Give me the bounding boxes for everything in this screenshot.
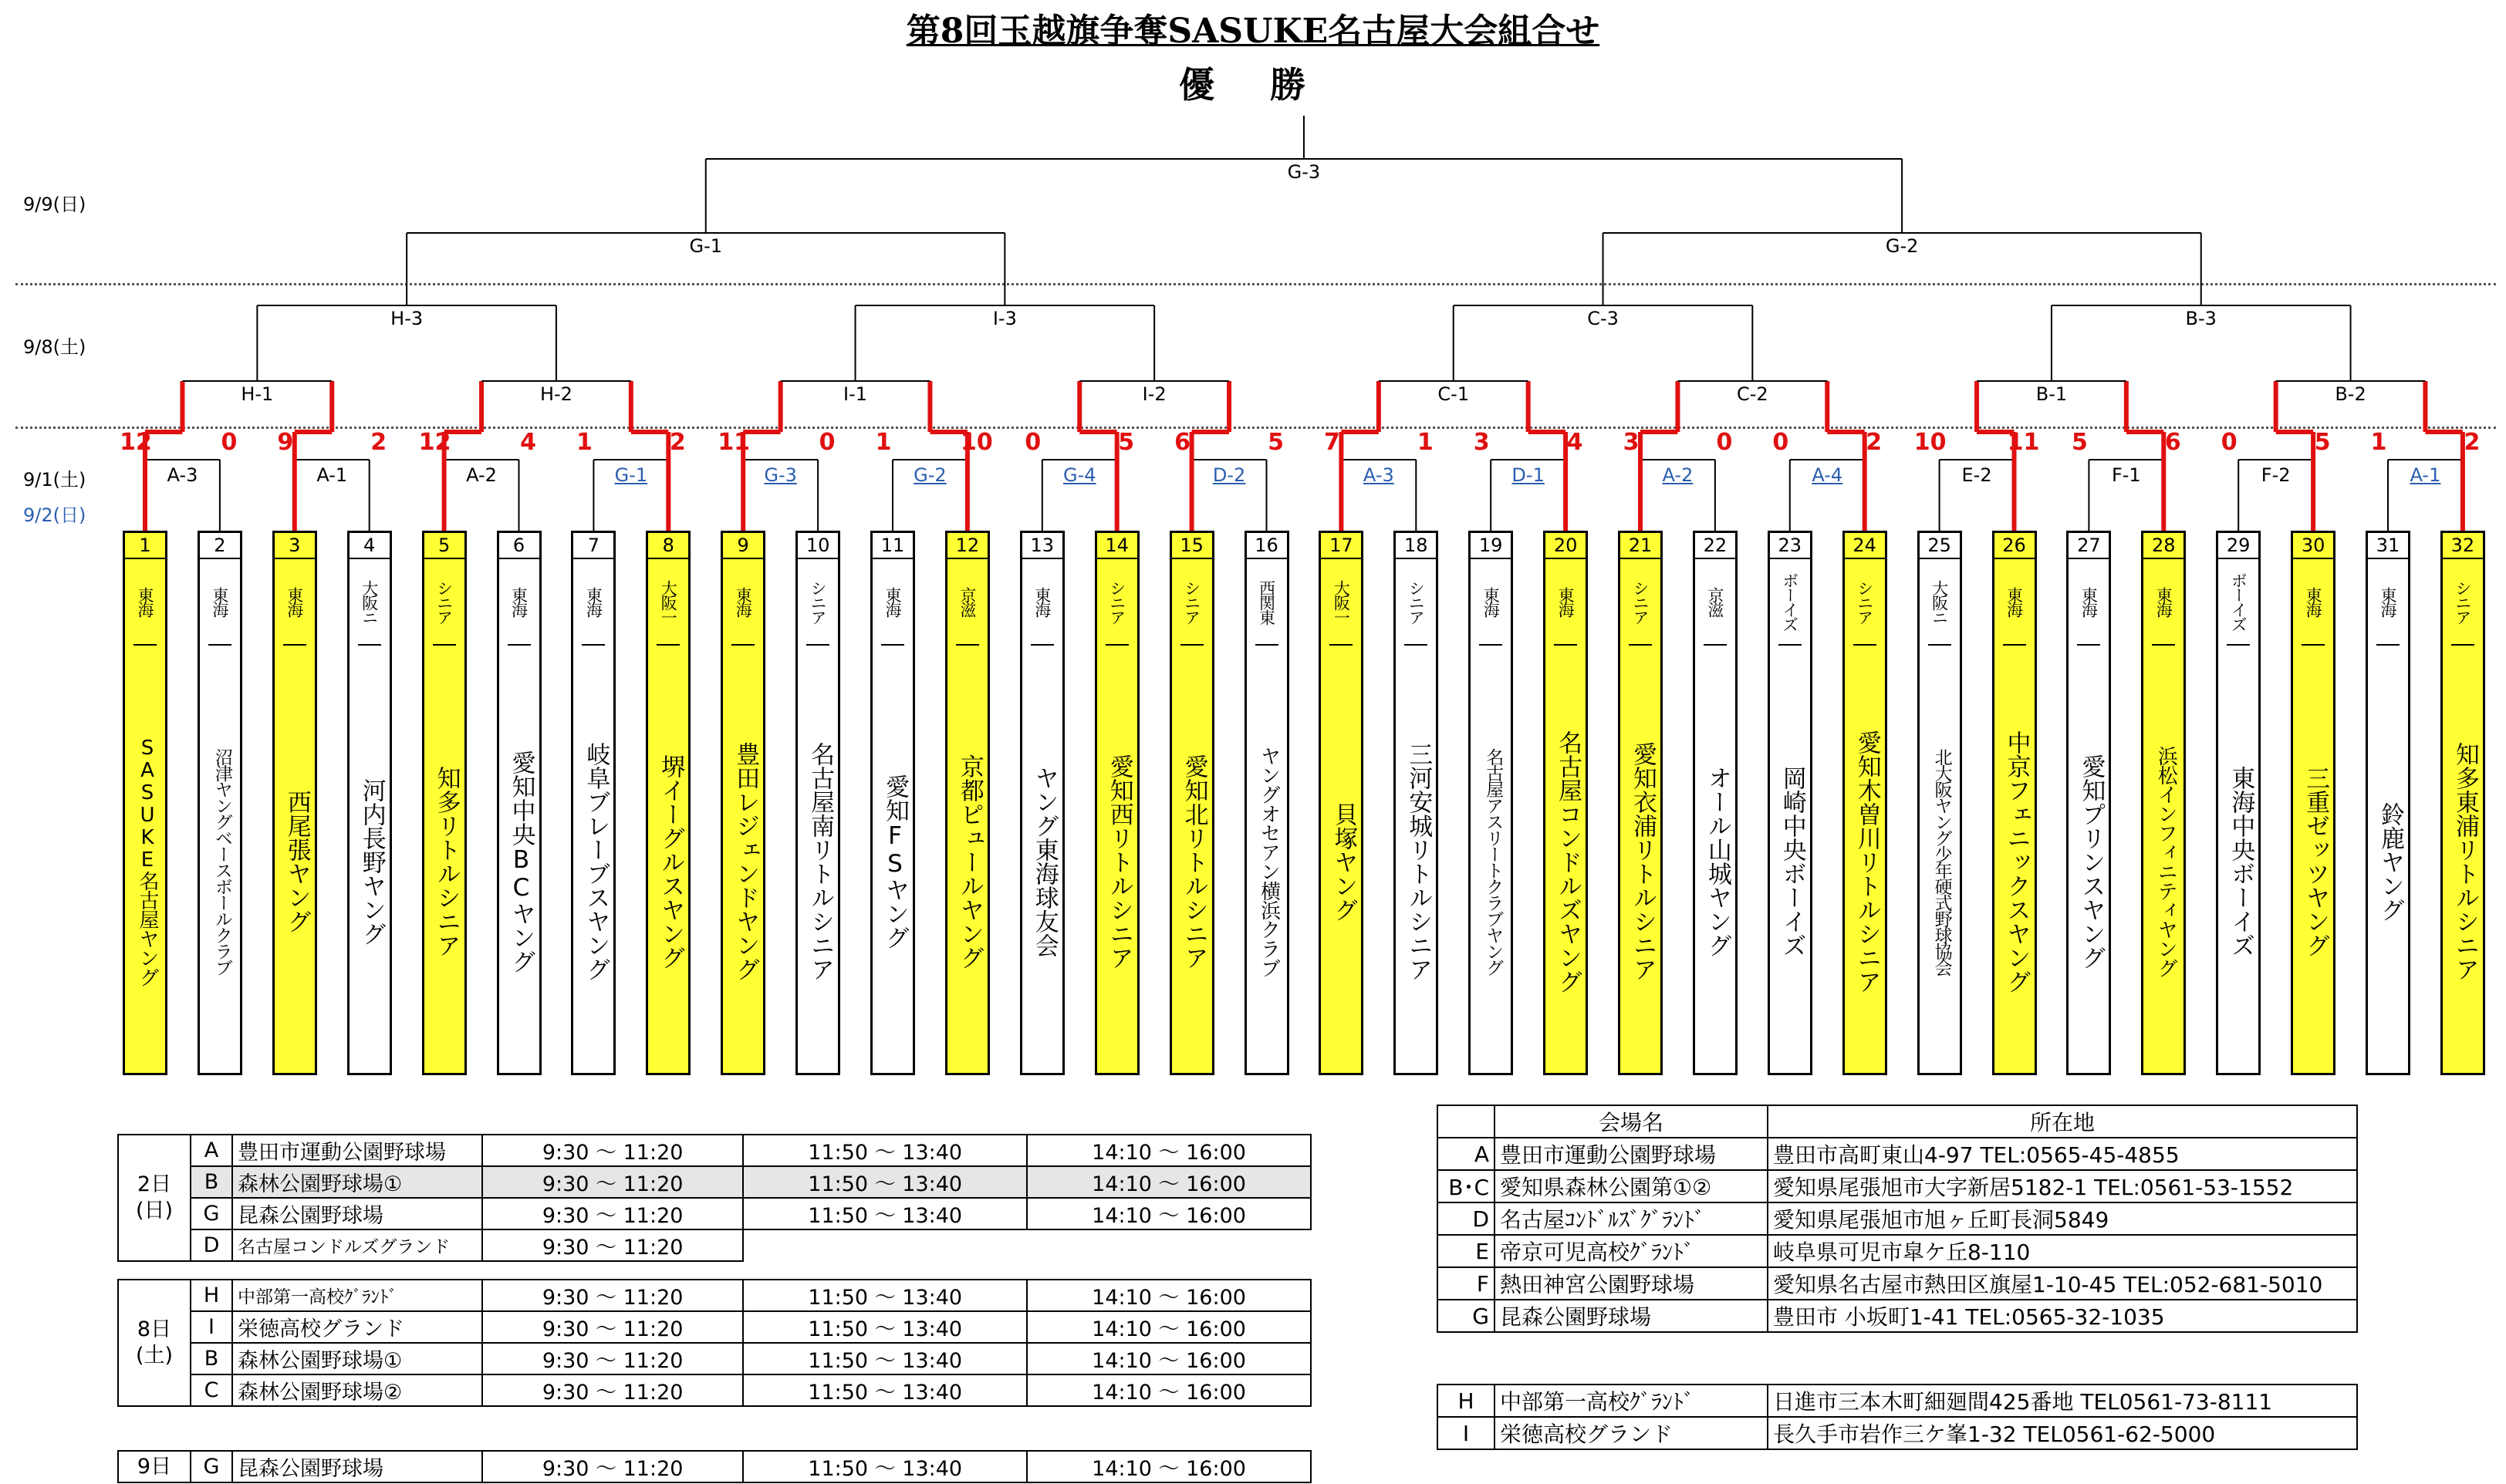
venue-row: [1437, 1417, 2357, 1449]
score: 0: [1716, 429, 1733, 456]
team-league: 東海: [2376, 559, 2400, 646]
team-league: ボーイズ: [1778, 559, 1802, 646]
venue-name: 熱田神宮公園野球場: [1494, 1267, 1768, 1300]
venue-name: 昆森公園野球場: [232, 1198, 482, 1229]
team-name: ヤング東海球友会: [1030, 766, 1059, 957]
team-name: 沼津ヤングベースボールクラブ: [211, 748, 232, 975]
venue-name: 愛知県森林公園第①②: [1494, 1170, 1768, 1202]
score: 6: [1174, 429, 1191, 456]
team-card: [1245, 531, 1289, 1075]
match-label-c2: C-2: [1698, 384, 1806, 404]
venue-code: D: [1437, 1202, 1494, 1235]
team-card: [123, 531, 167, 1075]
team-number: 10: [798, 533, 838, 559]
team-league: 東海: [208, 559, 231, 646]
venue-address: 岐阜県可児市皐ケ丘8-110: [1768, 1235, 2357, 1267]
match-label-h3: H-3: [353, 309, 461, 329]
venue-name: 中部第一高校ｸﾞﾗﾝﾄﾞ: [232, 1280, 482, 1311]
team-name: 愛知プリンスヤング: [2077, 754, 2106, 970]
venue-code: B･C: [1437, 1170, 1494, 1202]
venue-name: 森林公園野球場②: [232, 1374, 482, 1406]
venue-header-address: 所在地: [1768, 1105, 2357, 1138]
team-number: 17: [1321, 533, 1361, 559]
venue-code: B: [191, 1343, 232, 1374]
round1-slot-label: G-2: [914, 464, 947, 486]
venue-code: A: [191, 1135, 232, 1166]
team-card: [1170, 531, 1214, 1075]
time-slot: [1027, 1229, 1311, 1261]
team-name: 名古屋南リトルシニア: [806, 742, 835, 981]
venue-name: 昆森公園野球場: [1494, 1300, 1768, 1332]
team-league: シニア: [1629, 559, 1652, 646]
match-label-b2: B-2: [2297, 384, 2405, 404]
team-number: 24: [1845, 533, 1885, 559]
team-name: 浜松インフィニティヤング: [2154, 746, 2178, 977]
score: 2: [669, 429, 686, 456]
team-name: 名古屋コンドルズヤング: [1554, 730, 1582, 993]
venue-row: [1437, 1300, 2357, 1332]
venue-code: G: [191, 1198, 232, 1229]
time-slot: 11:50 〜 13:40: [743, 1311, 1027, 1343]
team-name: 三重ゼッツヤング: [2302, 766, 2330, 957]
round1-slot-label: A-3: [167, 464, 198, 486]
team-league: シニア: [1853, 559, 1876, 646]
venue-code: G: [1437, 1300, 1494, 1332]
score: 7: [1323, 429, 1340, 456]
team-number: 25: [1920, 533, 1960, 559]
team-card: [2141, 531, 2186, 1075]
match-label-i1: I-1: [802, 384, 910, 404]
score: 5: [2314, 429, 2331, 456]
venue-name: 中部第一高校ｸﾞﾗﾝﾄﾞ: [1494, 1385, 1768, 1417]
schedule-day: 9日: [118, 1451, 191, 1482]
venue-header-name: 会場名: [1494, 1105, 1768, 1138]
team-name: 愛知中央BCヤング: [507, 750, 535, 973]
round1-slot-label: F-1: [2111, 464, 2141, 486]
match-label-g1: G-1: [652, 236, 760, 256]
match-label-h2: H-2: [502, 384, 610, 404]
team-number: 20: [1545, 533, 1586, 559]
team-league: 大阪一: [1329, 559, 1353, 646]
team-name: 鈴鹿ヤング: [2376, 801, 2404, 922]
team-number: 13: [1022, 533, 1062, 559]
team-card: [1393, 531, 1438, 1075]
team-name: ヤングオセアン横浜クラブ: [1257, 746, 1281, 977]
team-name: SASUKE名古屋ヤング: [136, 737, 159, 987]
venue-name: 名古屋コンドルズグランド: [232, 1229, 482, 1261]
schedule-row: [118, 1166, 1311, 1198]
team-number: 21: [1620, 533, 1660, 559]
team-card: [2440, 531, 2485, 1075]
schedule-row: [118, 1229, 1311, 1261]
team-number: 16: [1247, 533, 1287, 559]
venue-code: H: [191, 1280, 232, 1311]
team-name: 京都ピュールヤング: [955, 754, 984, 970]
team-name: 知多東浦リトルシニア: [2450, 742, 2479, 981]
score: 2: [370, 429, 387, 456]
match-label-b1: B-1: [1998, 384, 2106, 404]
venue-code: C: [191, 1374, 232, 1406]
team-name: 東海中央ボーイズ: [2227, 766, 2255, 957]
team-card: [1842, 531, 1887, 1075]
team-name: 愛知北リトルシニア: [1180, 754, 1208, 970]
round1-slot-label: A-4: [1812, 464, 1843, 486]
team-league: 東海: [2152, 559, 2175, 646]
champion-label: 優 勝: [1178, 64, 1327, 106]
score: 5: [2071, 429, 2088, 456]
time-slot: 9:30 〜 11:20: [482, 1198, 743, 1229]
round1-slot-label: A-3: [1363, 464, 1394, 486]
team-number: 30: [2293, 533, 2333, 559]
score: 11: [718, 429, 751, 456]
team-number: 26: [1994, 533, 2035, 559]
time-slot: 14:10 〜 16:00: [1027, 1311, 1311, 1343]
venue-name: 森林公園野球場①: [232, 1343, 482, 1374]
time-slot: 14:10 〜 16:00: [1027, 1451, 1311, 1482]
team-number: 7: [573, 533, 613, 559]
match-label-h1: H-1: [203, 384, 311, 404]
team-number: 19: [1471, 533, 1511, 559]
score: 3: [1473, 429, 1490, 456]
time-slot: 9:30 〜 11:20: [482, 1229, 743, 1261]
time-slot: 9:30 〜 11:20: [482, 1343, 743, 1374]
round1-slot-label: G-4: [1062, 464, 1096, 486]
team-card: [1618, 531, 1663, 1075]
venue-name: 名古屋ｺﾝﾄﾞﾙｽﾞｸﾞﾗﾝﾄﾞ: [1494, 1202, 1768, 1235]
team-league: 東海: [2003, 559, 2026, 646]
team-name: 岐阜ブレーブスヤング: [582, 742, 610, 981]
schedule-day2: [117, 1134, 1312, 1262]
date-first-a: 9/1(土): [23, 469, 86, 491]
time-slot: 11:50 〜 13:40: [743, 1280, 1027, 1311]
title-text: 第8回玉越旗争奪SASUKE名古屋大会組合せ: [906, 12, 1600, 51]
team-number: 11: [873, 533, 913, 559]
score: 10: [961, 429, 993, 456]
score: 10: [1913, 429, 1947, 456]
team-name: 名古屋アスリートクラブヤング: [1483, 748, 1504, 975]
venue-address: 日進市三本木町細廻間425番地 TEL0561-73-8111: [1768, 1385, 2357, 1417]
schedule-row: [118, 1311, 1311, 1343]
team-card: [1319, 531, 1363, 1075]
schedule-day: 8日 (土): [118, 1280, 191, 1406]
time-slot: 14:10 〜 16:00: [1027, 1198, 1311, 1229]
team-league: 東海: [582, 559, 605, 646]
date-second: 9/8(土): [23, 336, 86, 358]
venue-name: 栄徳高校グランド: [1494, 1417, 1768, 1449]
team-card: [2291, 531, 2335, 1075]
date-first-b: 9/2(日): [23, 504, 86, 526]
team-number: 32: [2443, 533, 2483, 559]
team-card: [721, 531, 765, 1075]
venue-code: A: [1437, 1138, 1494, 1170]
team-number: 2: [200, 533, 240, 559]
team-league: シニア: [1180, 559, 1204, 646]
score: 1: [1417, 429, 1434, 456]
match-label-c1: C-1: [1400, 384, 1508, 404]
venue-code: G: [191, 1451, 232, 1482]
schedule-row: [118, 1198, 1311, 1229]
score: 3: [1623, 429, 1640, 456]
venue-header-row: [1437, 1105, 2357, 1138]
time-slot: 14:10 〜 16:00: [1027, 1166, 1311, 1198]
time-slot: 9:30 〜 11:20: [482, 1135, 743, 1166]
date-final: 9/9(日): [23, 194, 86, 215]
score: 12: [418, 429, 451, 456]
venue-code: I: [191, 1311, 232, 1343]
team-card: [1095, 531, 1140, 1075]
round1-slot-label: D-1: [1511, 464, 1545, 486]
team-card: [347, 531, 392, 1075]
team-league: シニア: [2451, 559, 2474, 646]
venue-code: I: [1437, 1417, 1494, 1449]
team-league: 東海: [881, 559, 904, 646]
team-number: 9: [723, 533, 763, 559]
venue-name: 昆森公園野球場: [232, 1451, 482, 1482]
team-league: 東海: [731, 559, 755, 646]
time-slot: 9:30 〜 11:20: [482, 1451, 743, 1482]
match-label-g3: G-3: [1250, 162, 1358, 182]
time-slot: 11:50 〜 13:40: [743, 1135, 1027, 1166]
team-card: [646, 531, 691, 1075]
team-league: 東海: [1479, 559, 1502, 646]
time-slot: 14:10 〜 16:00: [1027, 1280, 1311, 1311]
team-name: 堺イーグルスヤング: [657, 754, 685, 970]
venue-row: [1437, 1385, 2357, 1417]
score: 12: [120, 429, 152, 456]
match-label-g2: G-2: [1848, 236, 1956, 256]
team-league: 京滋: [956, 559, 979, 646]
team-number: 1: [125, 533, 165, 559]
venue-address: 長久手市岩作三ケ峯1-32 TEL0561-62-5000: [1768, 1417, 2357, 1449]
venue-code: D: [191, 1229, 232, 1261]
team-number: 6: [499, 533, 539, 559]
round1-slot-label: E-2: [1961, 464, 1992, 486]
team-card: [2216, 531, 2261, 1075]
venue-address: 愛知県名古屋市熱田区旗屋1-10-45 TEL:052-681-5010: [1768, 1267, 2357, 1300]
team-card: [795, 531, 840, 1075]
score: 5: [1118, 429, 1135, 456]
team-league: 東海: [1554, 559, 1577, 646]
venue-code: F: [1437, 1267, 1494, 1300]
schedule-row: [118, 1280, 1311, 1311]
team-number: 31: [2368, 533, 2408, 559]
time-slot: 9:30 〜 11:20: [482, 1280, 743, 1311]
team-card: [1768, 531, 1812, 1075]
team-league: ボーイズ: [2227, 559, 2250, 646]
schedule-row: [118, 1374, 1311, 1406]
score: 5: [1268, 429, 1284, 456]
team-number: 15: [1172, 533, 1212, 559]
venue-address: 豊田市高町東山4-97 TEL:0565-45-4855: [1768, 1138, 2357, 1170]
team-card: [2066, 531, 2111, 1075]
score: 1: [2370, 429, 2387, 456]
match-label-c3: C-3: [1549, 309, 1657, 329]
time-slot: 11:50 〜 13:40: [743, 1374, 1027, 1406]
score: 4: [1566, 429, 1583, 456]
team-number: 28: [2143, 533, 2183, 559]
time-slot: 14:10 〜 16:00: [1027, 1135, 1311, 1166]
team-league: シニア: [1404, 559, 1427, 646]
team-name: 貝塚ヤング: [1329, 801, 1358, 922]
venue-header-code: [1437, 1105, 1494, 1138]
venue-name: 豊田市運動公園野球場: [232, 1135, 482, 1166]
score: 0: [1772, 429, 1789, 456]
round1-slot-label: A-2: [1662, 464, 1694, 486]
team-league: 東海: [283, 559, 306, 646]
time-slot: 14:10 〜 16:00: [1027, 1374, 1311, 1406]
round1-slot-label: G-3: [764, 464, 797, 486]
team-league: 東海: [133, 559, 157, 646]
team-name: 岡崎中央ボーイズ: [1778, 766, 1806, 957]
venue-row: [1437, 1170, 2357, 1202]
venue-address: 愛知県尾張旭市旭ヶ丘町長洞5849: [1768, 1202, 2357, 1235]
team-card: [198, 531, 242, 1075]
time-slot: 9:30 〜 11:20: [482, 1311, 743, 1343]
round1-slot-label: A-1: [2410, 464, 2441, 486]
venue-row: [1437, 1235, 2357, 1267]
match-label-b3: B-3: [2147, 309, 2255, 329]
schedule-row: [118, 1135, 1311, 1166]
match-label-i3: I-3: [951, 309, 1059, 329]
team-card: [422, 531, 467, 1075]
venue-name: 豊田市運動公園野球場: [1494, 1138, 1768, 1170]
score: 9: [277, 429, 294, 456]
match-label-i2: I-2: [1100, 384, 1208, 404]
venue-name: 栄徳高校グランド: [232, 1311, 482, 1343]
team-card: [1020, 531, 1065, 1075]
venue-code: E: [1437, 1235, 1494, 1267]
venue-extra-table: [1437, 1384, 2358, 1450]
team-league: 西関東: [1255, 559, 1278, 646]
team-name: 西尾張ヤング: [282, 790, 311, 933]
schedule-day9: [117, 1450, 1312, 1483]
venue-code: H: [1437, 1385, 1494, 1417]
schedule-row: [118, 1343, 1311, 1374]
team-league: 東海: [2302, 559, 2325, 646]
team-name: オール山城ヤング: [1703, 766, 1731, 957]
team-card: [945, 531, 990, 1075]
venue-row: [1437, 1138, 2357, 1170]
team-league: シニア: [433, 559, 456, 646]
round1-slot-label: A-2: [466, 464, 497, 486]
round1-slot-label: G-1: [614, 464, 648, 486]
time-slot: 11:50 〜 13:40: [743, 1166, 1027, 1198]
venue-name: 森林公園野球場①: [232, 1166, 482, 1198]
team-card: [1693, 531, 1738, 1075]
time-slot: 9:30 〜 11:20: [482, 1166, 743, 1198]
time-slot: [743, 1229, 1027, 1261]
team-name: 三河安城リトルシニア: [1404, 742, 1433, 981]
round1-slot-label: F-2: [2261, 464, 2291, 486]
team-name: 愛知FSヤング: [881, 774, 909, 949]
team-card: [1992, 531, 2037, 1075]
team-league: シニア: [806, 559, 829, 646]
team-name: 北大阪ヤング少年硬式野球協会: [1931, 748, 1952, 975]
team-name: 愛知西リトルシニア: [1105, 754, 1133, 970]
team-number: 12: [947, 533, 988, 559]
team-number: 8: [648, 533, 688, 559]
team-card: [1543, 531, 1588, 1075]
team-number: 29: [2218, 533, 2258, 559]
venue-row: [1437, 1267, 2357, 1300]
team-league: 大阪ニ: [358, 559, 381, 646]
team-number: 22: [1695, 533, 1735, 559]
score: 11: [2007, 429, 2040, 456]
score: 2: [2464, 429, 2481, 456]
time-slot: 9:30 〜 11:20: [482, 1374, 743, 1406]
schedule-day: 2日 (日): [118, 1135, 191, 1261]
team-card: [272, 531, 317, 1075]
score: 2: [1866, 429, 1883, 456]
venue-name: 帝京可児高校ｸﾞﾗﾝﾄﾞ: [1494, 1235, 1768, 1267]
team-number: 18: [1396, 533, 1436, 559]
team-card: [1468, 531, 1513, 1075]
team-number: 14: [1097, 533, 1137, 559]
team-name: 愛知木曽川リトルシニア: [1852, 730, 1881, 993]
team-league: シニア: [1106, 559, 1129, 646]
team-number: 4: [350, 533, 390, 559]
team-league: 大阪一: [657, 559, 680, 646]
team-name: 知多リトルシニア: [432, 766, 461, 957]
score: 1: [875, 429, 892, 456]
venue-address: 豊田市 小坂町1-41 TEL:0565-32-1035: [1768, 1300, 2357, 1332]
round1-slot-label: D-2: [1212, 464, 1246, 486]
team-league: 大阪ニ: [1928, 559, 1951, 646]
team-name: 豊田レジェンドヤング: [731, 742, 760, 981]
score: 4: [520, 429, 536, 456]
team-card: [1917, 531, 1962, 1075]
venue-code: B: [191, 1166, 232, 1198]
time-slot: 11:50 〜 13:40: [743, 1343, 1027, 1374]
score: 0: [1025, 429, 1042, 456]
venue-row: [1437, 1202, 2357, 1235]
time-slot: 11:50 〜 13:40: [743, 1198, 1027, 1229]
score: 0: [2221, 429, 2238, 456]
team-card: [497, 531, 542, 1075]
team-number: 27: [2069, 533, 2109, 559]
team-name: 河内長野ヤング: [357, 777, 386, 946]
score: 0: [819, 429, 836, 456]
score: 6: [2164, 429, 2181, 456]
team-league: 東海: [508, 559, 531, 646]
team-number: 3: [275, 533, 315, 559]
schedule-day8: [117, 1279, 1312, 1407]
team-number: 23: [1770, 533, 1810, 559]
time-slot: 14:10 〜 16:00: [1027, 1343, 1311, 1374]
team-number: 5: [424, 533, 464, 559]
team-league: 東海: [1031, 559, 1054, 646]
team-league: 東海: [2077, 559, 2100, 646]
team-card: [571, 531, 616, 1075]
round1-slot-label: A-1: [316, 464, 348, 486]
team-name: 愛知衣浦リトルシニア: [1629, 742, 1657, 981]
venue-table: [1437, 1105, 2358, 1333]
team-league: 京滋: [1704, 559, 1727, 646]
team-card: [870, 531, 915, 1075]
time-slot: 11:50 〜 13:40: [743, 1451, 1027, 1482]
team-card: [2366, 531, 2410, 1075]
schedule-row: [118, 1451, 1311, 1482]
score: 0: [221, 429, 238, 456]
venue-address: 愛知県尾張旭市大字新居5182-1 TEL:0561-53-1552: [1768, 1170, 2357, 1202]
team-name: 中京フェニックスヤング: [2002, 730, 2031, 993]
score: 1: [576, 429, 593, 456]
